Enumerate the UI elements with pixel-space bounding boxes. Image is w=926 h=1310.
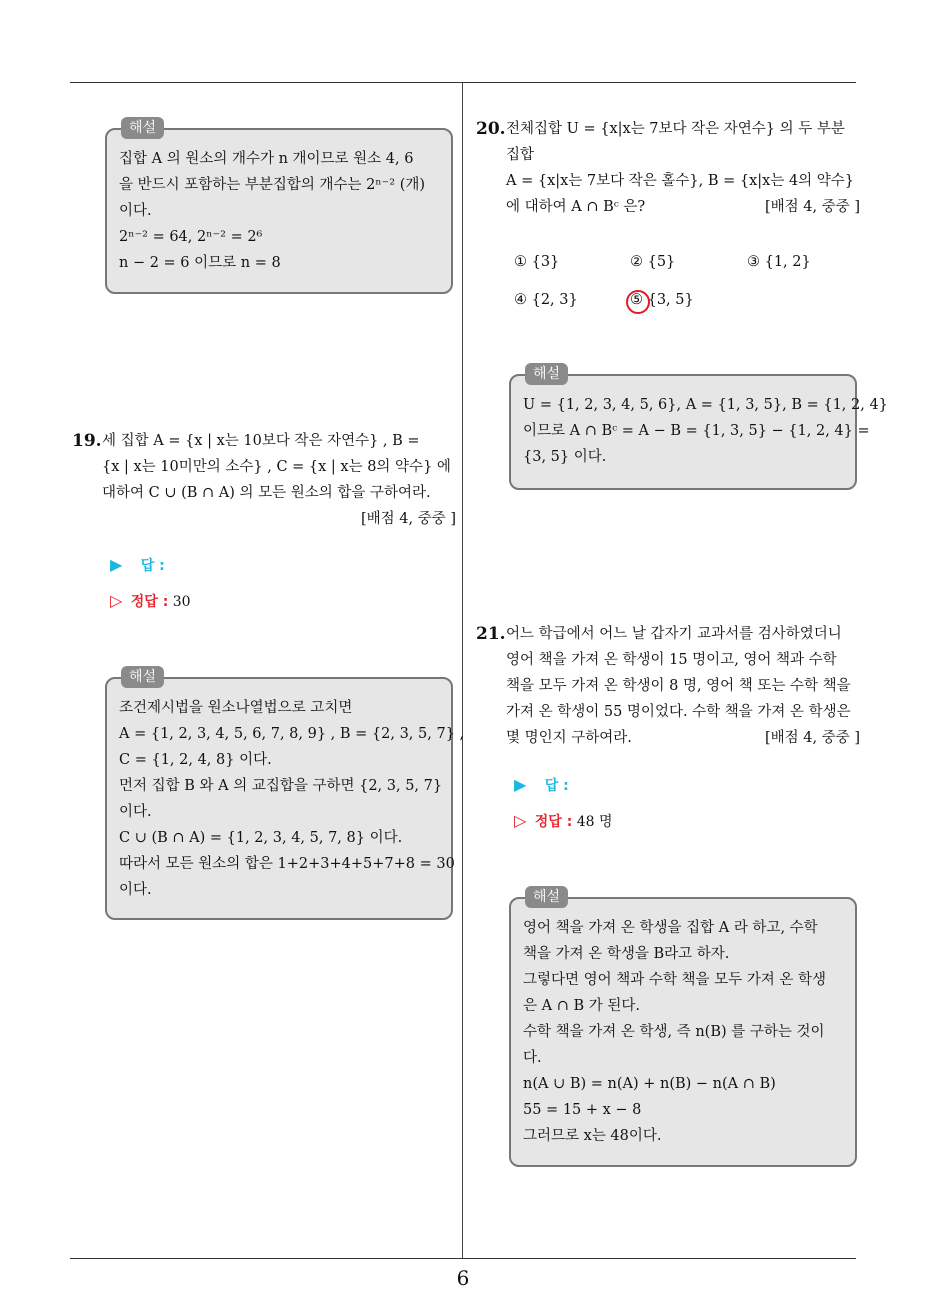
choice-2[interactable] (630, 254, 675, 270)
problem-line: 집합 (506, 147, 535, 163)
answer-line-19 (110, 555, 165, 575)
problem-21 (476, 621, 860, 751)
solution-line: C ∪ (B ∩ A) = {1, 2, 3, 4, 5, 7, 8} 이다. (119, 830, 403, 846)
solution-line: n − 2 = 6 이므로 n = 8 (119, 255, 281, 271)
problem-line: {x | x는 10미만의 소수} , C = {x | x는 8의 약수} 에 (102, 459, 451, 475)
solution-tag: 해설 (525, 363, 568, 385)
solution-line: 먼저 집합 B 와 A 의 교집합을 구하면 {2, 3, 5, 7} (119, 778, 443, 794)
solution-line: 영어 책을 가져 온 학생을 집합 A 라 하고, 수학 (523, 920, 818, 936)
problem-points: [배점 4, 중중 ] (764, 199, 860, 215)
problem-line: 대하여 C ∪ (B ∩ A) 의 모든 원소의 합을 구하여라. (102, 485, 431, 501)
solution-line: 수학 책을 가져 온 학생, 즉 n(B) 를 구하는 것이 (523, 1024, 825, 1040)
answer-arrow-icon: ▶ (514, 775, 527, 794)
problem-20 (476, 116, 860, 220)
answer-label: 답 : (544, 778, 569, 794)
solution-line: 그렇다면 영어 책과 수학 책을 모두 가져 온 학생 (523, 972, 827, 988)
solution-line: 이다. (119, 804, 152, 820)
page-number: 6 (456, 1266, 470, 1290)
problem-points: [배점 4, 중중 ] (764, 730, 860, 746)
choice-text: {2, 3} (531, 292, 578, 308)
choice-mark: ① (514, 254, 527, 270)
choice-mark: ② (630, 254, 643, 270)
problem-line: 세 집합 A = {x | x는 10보다 작은 자연수} , B = (102, 433, 420, 449)
column-divider (462, 83, 463, 1258)
correct-arrow-icon: ▷ (110, 591, 123, 610)
correct-answer-19 (110, 591, 191, 611)
problem-number: 21. (476, 624, 506, 644)
problem-line: 몇 명인지 구하여라. (506, 730, 632, 746)
problem-line: 영어 책을 가져 온 학생이 15 명이고, 영어 책과 수학 (506, 652, 837, 668)
solution-line: 이다. (119, 203, 152, 219)
solution-line: 책을 가져 온 학생을 B라고 하자. (523, 946, 730, 962)
choice-text: {3, 5} (647, 292, 694, 308)
solution-line: 따라서 모든 원소의 합은 1+2+3+4+5+7+8 = 30 (119, 856, 455, 872)
solution-box-q21 (509, 889, 857, 1167)
choice-5[interactable] (630, 292, 694, 308)
solution-tag: 해설 (121, 117, 164, 139)
solution-box-q18 (105, 120, 453, 294)
solution-line: 은 A ∩ B 가 된다. (523, 998, 640, 1014)
bottom-rule (70, 1258, 856, 1259)
answer-arrow-icon: ▶ (110, 555, 123, 574)
choice-mark: ⑤ (630, 292, 643, 308)
problem-line: 에 대하여 A ∩ Bᶜ 은? (506, 199, 646, 215)
solution-line: A = {1, 2, 3, 4, 5, 6, 7, 8, 9} , B = {2, 3, 5, 7} , (119, 726, 465, 742)
solution-line: U = {1, 2, 3, 4, 5, 6}, A = {1, 3, 5}, B = {1, 2, 4} (523, 397, 888, 413)
problem-number: 19. (72, 431, 102, 451)
solution-line: 이다. (119, 882, 152, 898)
problem-line: A = {x|x는 7보다 작은 홀수}, B = {x|x는 4의 약수} (506, 173, 855, 189)
solution-line: 집합 A 의 원소의 개수가 n 개이므로 원소 4, 6 (119, 151, 414, 167)
solution-line: 55 = 15 + x − 8 (523, 1102, 642, 1118)
solution-tag: 해설 (121, 666, 164, 688)
solution-box-q20 (509, 366, 888, 490)
solution-line: 그러므로 x는 48이다. (523, 1128, 662, 1144)
solution-tag: 해설 (525, 886, 568, 908)
correct-value: 30 (172, 594, 191, 610)
problem-line: 책을 모두 가져 온 학생이 8 명, 영어 책 또는 수학 책을 (506, 678, 851, 694)
problem-line: 어느 학급에서 어느 날 갑자기 교과서를 검사하였더니 (506, 626, 842, 642)
solution-line: 2ⁿ⁻² = 64, 2ⁿ⁻² = 2⁶ (119, 229, 263, 245)
choice-text: {5} (647, 254, 676, 270)
choice-text: {1, 2} (764, 254, 811, 270)
correct-value: 48 명 (576, 814, 613, 830)
solution-line: 다. (523, 1050, 542, 1066)
solution-line: 조건제시법을 원소나열법으로 고치면 (119, 700, 353, 716)
correct-label: 정답 : (130, 594, 169, 610)
solution-line: 이므로 A ∩ Bᶜ = A − B = {1, 3, 5} − {1, 2, 4} = (523, 423, 870, 439)
choice-3[interactable] (747, 254, 811, 270)
problem-line: 전체집합 U = {x|x는 7보다 작은 자연수} 의 두 부분 (506, 121, 845, 137)
correct-arrow-icon: ▷ (514, 811, 527, 830)
problem-number: 20. (476, 119, 506, 139)
answer-label: 답 : (140, 558, 165, 574)
problem-19 (72, 428, 456, 532)
solution-line: C = {1, 2, 4, 8} 이다. (119, 752, 272, 768)
correct-answer-21 (514, 811, 613, 831)
solution-line: {3, 5} 이다. (523, 449, 607, 465)
choice-mark: ④ (514, 292, 527, 308)
choice-1[interactable] (514, 254, 559, 270)
choice-4[interactable] (514, 292, 578, 308)
choice-mark: ③ (747, 254, 760, 270)
correct-label: 정답 : (534, 814, 573, 830)
problem-line: 가져 온 학생이 55 명이었다. 수학 책을 가져 온 학생은 (506, 704, 851, 720)
top-rule (70, 82, 856, 83)
solution-line: n(A ∪ B) = n(A) + n(B) − n(A ∩ B) (523, 1076, 776, 1092)
problem-points: [배점 4, 중중 ] (360, 511, 456, 527)
solution-box-q19 (105, 669, 465, 920)
solution-line: 을 반드시 포함하는 부분집합의 개수는 2ⁿ⁻² (개) (119, 177, 426, 193)
answer-line-21 (514, 775, 569, 795)
choice-text: {3} (531, 254, 560, 270)
